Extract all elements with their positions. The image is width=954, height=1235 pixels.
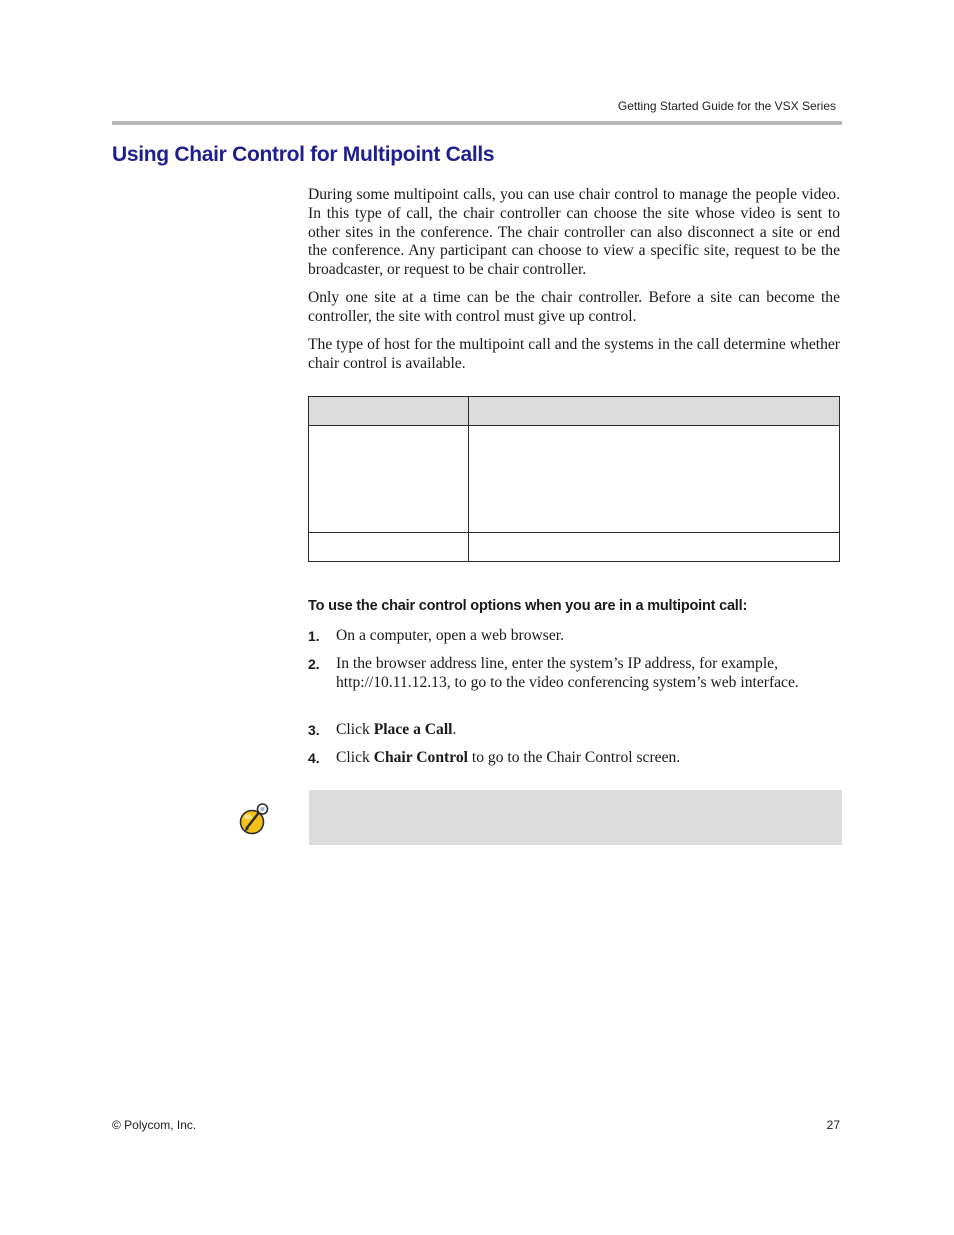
- procedure-step: [308, 749, 840, 768]
- table-row: [309, 533, 840, 562]
- step-text: On a computer, open a web browser.: [336, 627, 565, 644]
- step-number: 2.: [308, 656, 320, 672]
- table-row: [309, 426, 840, 533]
- step-number: 1.: [308, 628, 320, 644]
- procedure-step: [308, 655, 840, 693]
- running-header: Getting Started Guide for the VSX Series: [617, 99, 836, 113]
- step-text-post: .: [452, 721, 457, 738]
- step-text: [336, 721, 840, 740]
- table-header-cell: [309, 397, 469, 426]
- place-a-call-label: Place a Call: [373, 721, 453, 738]
- step-text: [336, 749, 840, 768]
- step-number: 3.: [308, 722, 320, 738]
- table-cell: [309, 426, 469, 533]
- step-text-pre: Click: [336, 721, 374, 738]
- page-number: 27: [826, 1118, 840, 1132]
- step-text: In the browser address line, enter the system’s IP address, for example, http://10.11.12.13, to go to the video conferencing system’s web interface.: [336, 655, 799, 691]
- step-text-pre: Click: [336, 749, 374, 766]
- step-text-post: to go to the Chair Control screen.: [467, 749, 681, 766]
- page-title: Using Chair Control for Multipoint Calls: [112, 143, 495, 166]
- table-header-row: [309, 397, 840, 426]
- chair-control-label: Chair Control: [373, 749, 468, 766]
- intro-paragraph: During some multipoint calls, you can use chair control to manage the people video. In this type of call, the chair controller can choose the site whose video is sent to other sites in the conference. The chair controller can also disconnect a site or end the conference. Any participant can choose to view a specific site, request to be the broadcaster, or request to be chair controller.: [308, 186, 840, 279]
- procedure-step: [308, 721, 840, 740]
- host-availability-table: [308, 396, 840, 562]
- table-cell: [469, 533, 840, 562]
- table-cell: [469, 426, 840, 533]
- footer-copyright: © Polycom, Inc.: [112, 1118, 197, 1132]
- header-rule: [112, 121, 842, 125]
- procedure-heading: To use the chair control options when you are in a multipoint call:: [308, 598, 748, 614]
- table-header-cell: [469, 397, 840, 426]
- note-box: [309, 790, 842, 845]
- availability-paragraph: The type of host for the multipoint call and the systems in the call determine whether chair control is available.: [308, 336, 840, 372]
- step-number: 4.: [308, 750, 320, 766]
- controller-paragraph: Only one site at a time can be the chair controller. Before a site can become the controller, the site with control must give up control.: [308, 289, 840, 325]
- note-pen-icon: [238, 802, 270, 836]
- table-cell: [309, 533, 469, 562]
- procedure-step: [308, 627, 840, 646]
